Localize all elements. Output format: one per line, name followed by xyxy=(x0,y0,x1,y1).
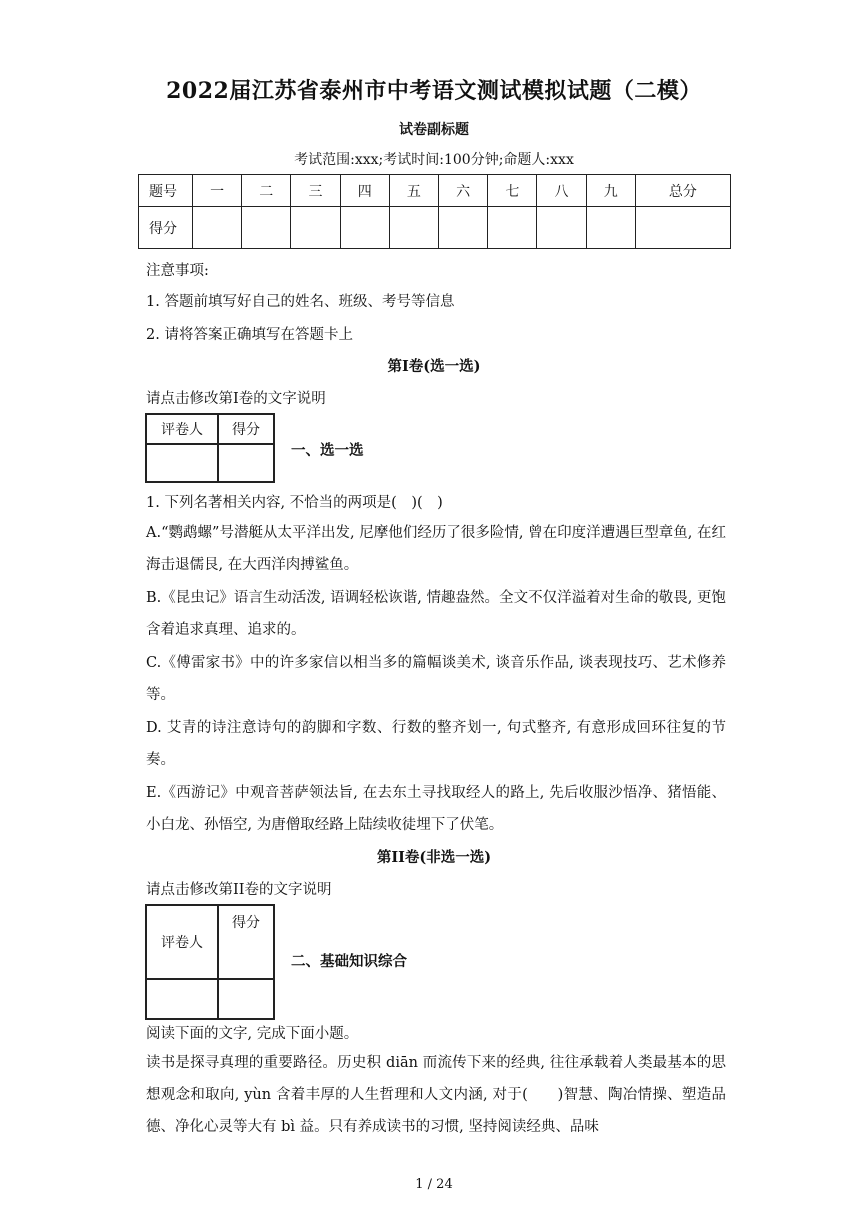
score-field[interactable] xyxy=(389,207,438,249)
score-field[interactable] xyxy=(439,207,488,249)
score-table-cell: 七 xyxy=(488,175,537,207)
score-field[interactable] xyxy=(488,207,537,249)
grader-label: 评卷人 xyxy=(146,414,218,444)
score-table-cell: 五 xyxy=(389,175,438,207)
part2-section-heading: 二、基础知识综合 xyxy=(291,953,407,970)
note-item: 2. 请将答案正确填写在答题卡上 xyxy=(146,327,353,343)
part2-instruction[interactable]: 请点击修改第II卷的文字说明 xyxy=(146,882,332,898)
notes-heading: 注意事项: xyxy=(146,263,209,279)
exam-info: 考试范围:xxx;考试时间:100分钟;命题人:xxx xyxy=(294,152,574,168)
option-a: A.“鹦鹉螺”号潜艇从太平洋出发, 尼摩他们经历了很多险情, 曾在印度洋遭遇巨型章鱼, 在红海击退儒艮, 在大西洋肉搏鲨鱼。 xyxy=(146,525,726,573)
score-table-cell: 总分 xyxy=(635,175,730,207)
score-table-cell: 八 xyxy=(537,175,586,207)
question-1: 1. 下列名著相关内容, 不恰当的两项是( )( ) xyxy=(146,495,443,511)
grader-score-field[interactable] xyxy=(218,979,274,1019)
part1-title: 第I卷(选一选) xyxy=(387,358,481,375)
part2-grader-table xyxy=(145,904,275,1020)
score-field[interactable] xyxy=(291,207,340,249)
grader-field[interactable] xyxy=(146,979,218,1019)
grader-field[interactable] xyxy=(146,444,218,482)
part1-section-heading: 一、选一选 xyxy=(291,442,364,459)
part1-grader-table xyxy=(145,413,275,483)
score-table-cell: 题号 xyxy=(139,175,193,207)
grader-label: 评卷人 xyxy=(146,905,218,979)
option-b: B.《昆虫记》语言生动活泼, 语调轻松诙谐, 情趣盎然。全文不仅洋溢着对生命的敬畏, 更饱含着追求真理、追求的。 xyxy=(146,590,726,638)
score-table-score-row xyxy=(139,207,731,249)
score-field[interactable] xyxy=(635,207,730,249)
score-table-cell: 九 xyxy=(586,175,635,207)
score-field[interactable] xyxy=(340,207,389,249)
page-number: 1 / 24 xyxy=(415,1177,453,1192)
option-c: C.《傅雷家书》中的许多家信以相当多的篇幅谈美术, 谈音乐作品, 谈表现技巧、艺术修养等。 xyxy=(146,655,726,703)
score-label: 得分 xyxy=(139,207,193,249)
score-table xyxy=(138,174,731,249)
option-e: E.《西游记》中观音菩萨领法旨, 在去东土寻找取经人的路上, 先后收服沙悟净、猪悟能、小白龙、孙悟空, 为唐僧取经路上陆续收徒埋下了伏笔。 xyxy=(146,785,726,833)
part1-instruction[interactable]: 请点击修改第I卷的文字说明 xyxy=(146,391,326,407)
score-table-cell: 六 xyxy=(439,175,488,207)
grader-score-field[interactable] xyxy=(218,444,274,482)
option-d: D. 艾青的诗注意诗句的韵脚和字数、行数的整齐划一, 句式整齐, 有意形成回环往复的节奏。 xyxy=(146,720,726,768)
reading-passage: 读书是探寻真理的重要路径。历史积 diān 而流传下来的经典, 往往承载着人类最基本的思想观念和取向, yùn 含着丰厚的人生哲理和人文内涵, 对于( )智慧、陶冶情操、塑造品德、净化心灵等大有 bì 益。只有养成读书的习惯, 坚持阅读经典、品味 xyxy=(146,1055,726,1135)
score-table-header-row xyxy=(139,175,731,207)
score-field[interactable] xyxy=(193,207,242,249)
note-item: 1. 答题前填写好自己的姓名、班级、考号等信息 xyxy=(146,294,455,310)
score-field[interactable] xyxy=(537,207,586,249)
part2-title: 第II卷(非选一选) xyxy=(376,849,492,866)
score-field[interactable] xyxy=(242,207,291,249)
document-subtitle: 试卷副标题 xyxy=(399,122,469,138)
score-table-cell: 三 xyxy=(291,175,340,207)
grader-score-label: 得分 xyxy=(218,414,274,444)
document-title: 2022届江苏省泰州市中考语文测试模拟试题（二模） xyxy=(166,78,702,104)
score-table-cell: 二 xyxy=(242,175,291,207)
grader-score-label: 得分 xyxy=(218,905,274,979)
score-table-cell: 一 xyxy=(193,175,242,207)
score-field[interactable] xyxy=(586,207,635,249)
score-table-cell: 四 xyxy=(340,175,389,207)
reading-prompt: 阅读下面的文字, 完成下面小题。 xyxy=(146,1026,359,1042)
